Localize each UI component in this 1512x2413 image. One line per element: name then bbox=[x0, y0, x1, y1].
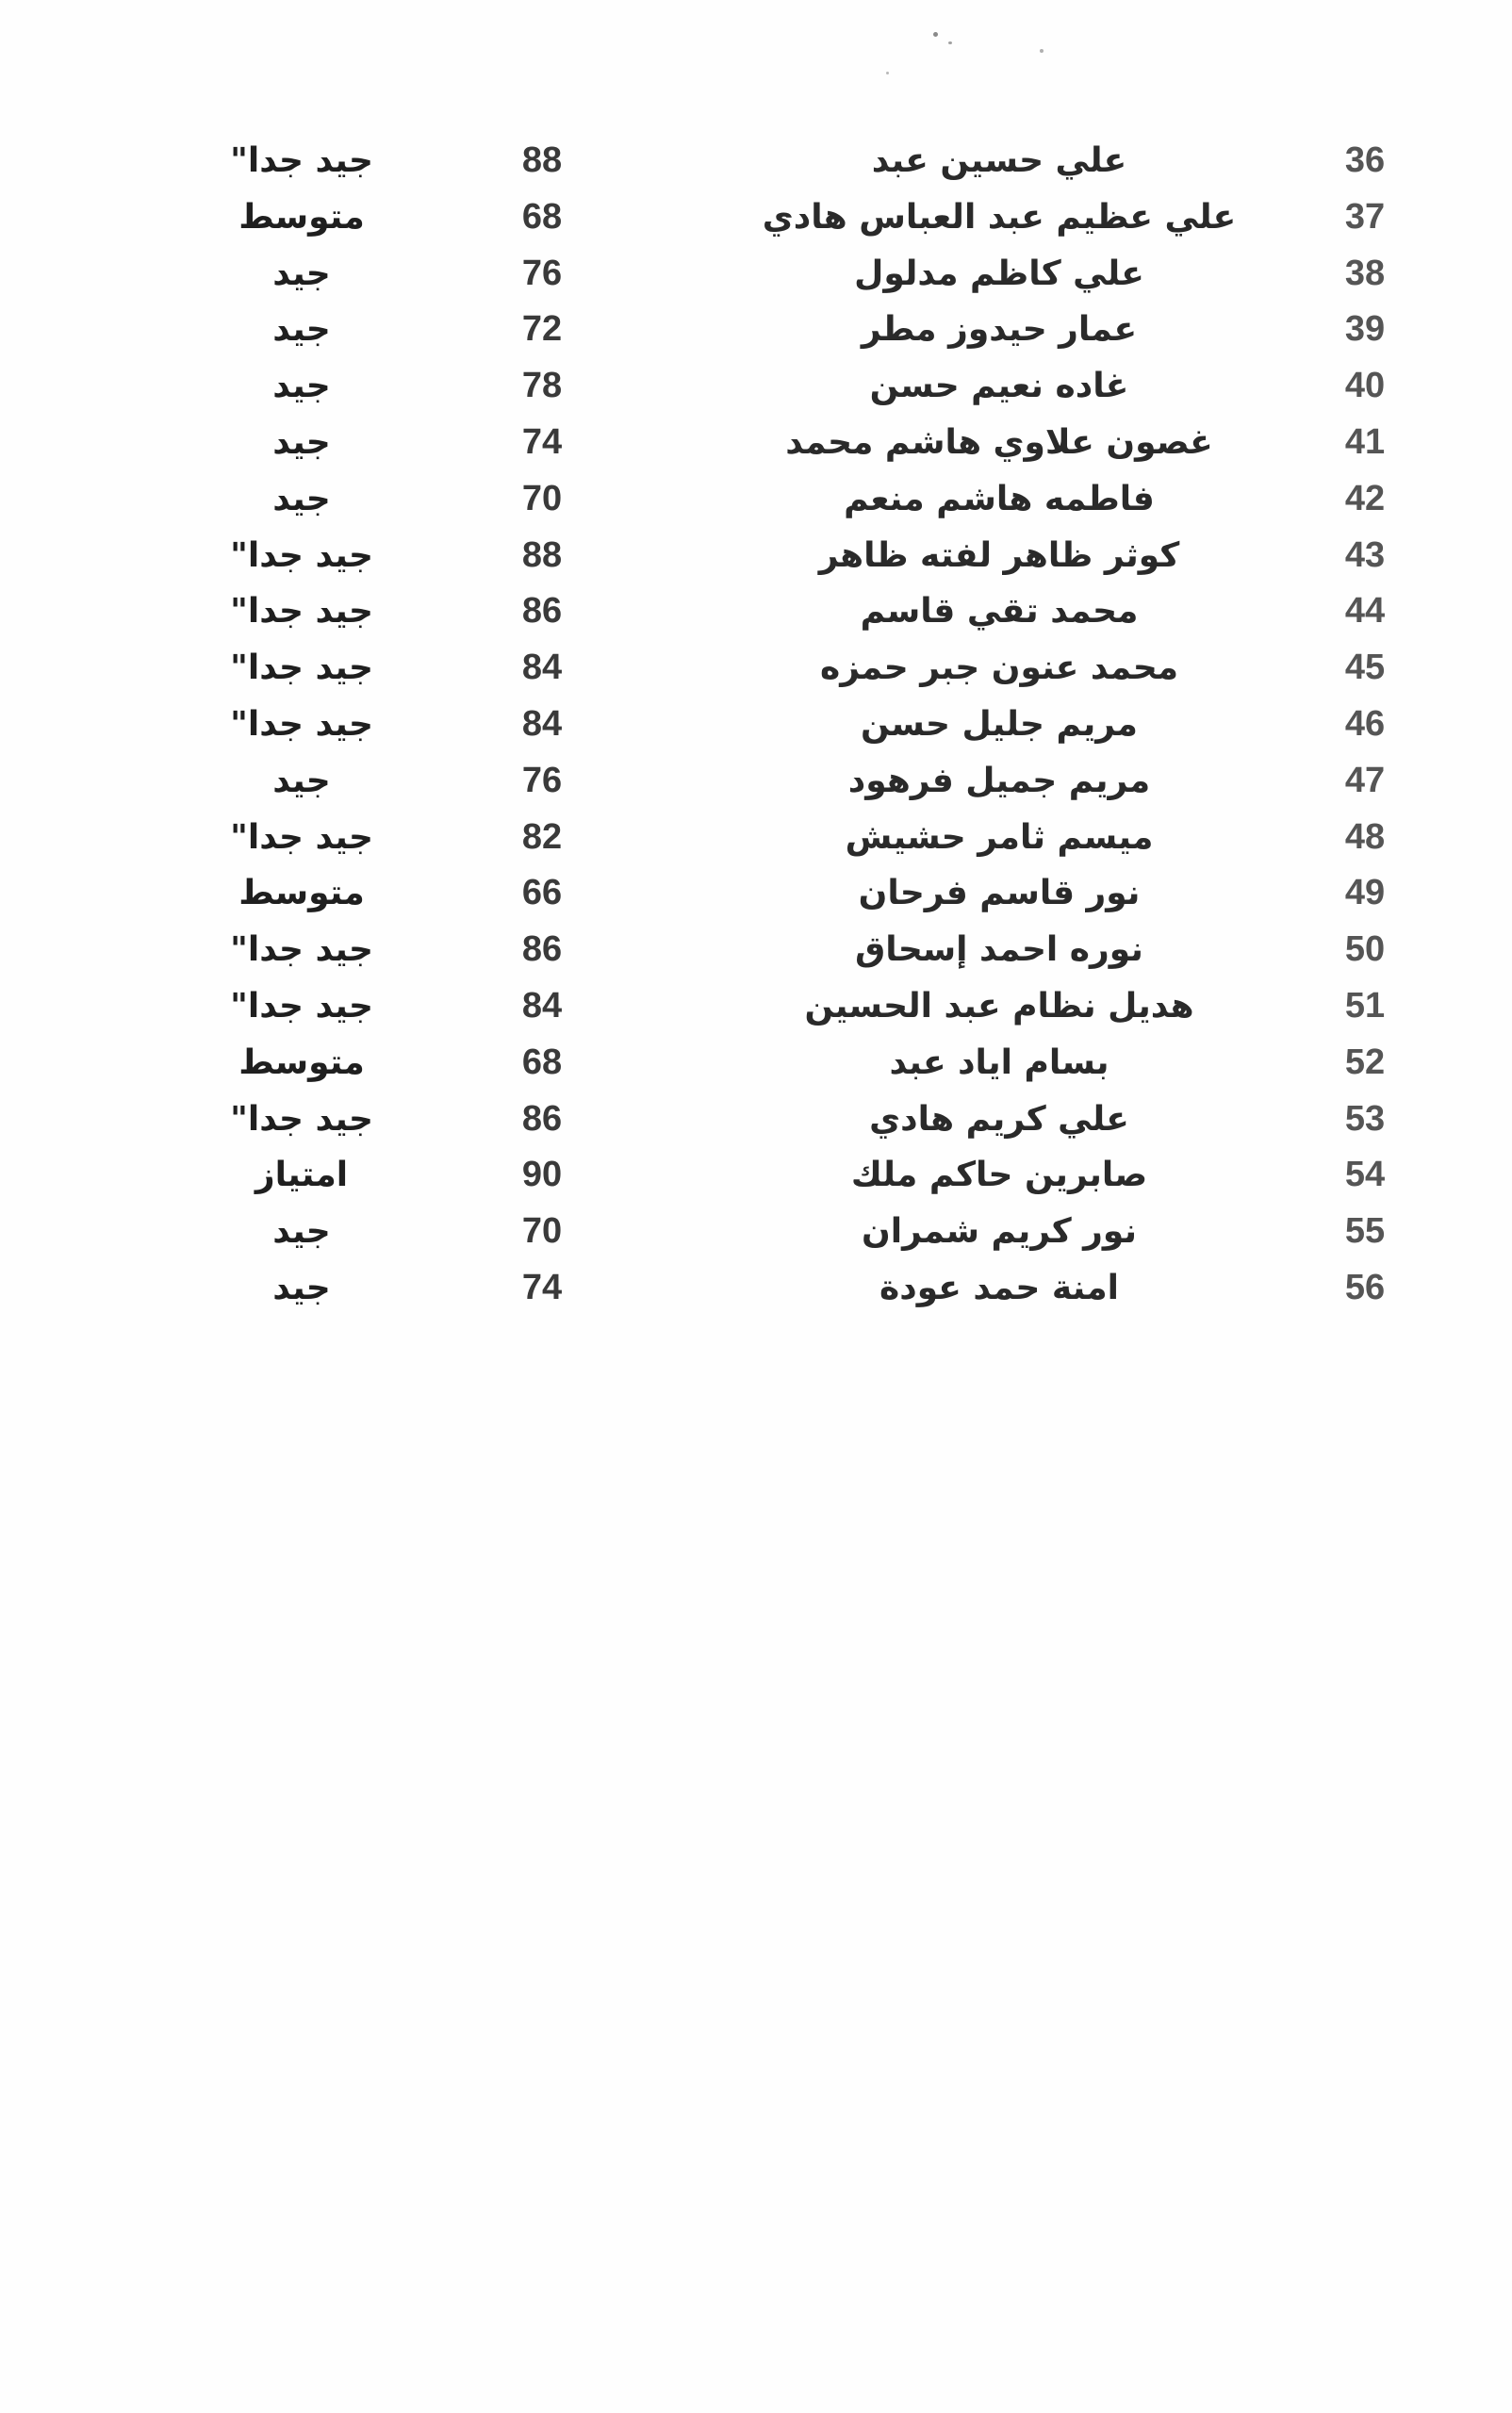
student-mark: 70 bbox=[521, 1211, 563, 1252]
student-name: هديل نظام عبد الحسين bbox=[804, 986, 1194, 1026]
student-grade: جيد جدا" bbox=[230, 817, 373, 857]
student-name: ميسم ثامر حشيش bbox=[845, 817, 1154, 857]
row-number: 36 bbox=[1344, 140, 1386, 180]
scan-speck bbox=[886, 72, 889, 74]
student-row bbox=[0, 583, 1512, 640]
student-row bbox=[0, 753, 1512, 810]
student-grade: جيد bbox=[272, 367, 331, 406]
row-number: 51 bbox=[1344, 985, 1386, 1026]
student-mark: 66 bbox=[521, 873, 563, 913]
student-grade: متوسط bbox=[238, 1042, 365, 1082]
student-row bbox=[0, 865, 1512, 922]
row-number: 44 bbox=[1344, 591, 1386, 632]
student-mark: 84 bbox=[521, 703, 563, 744]
student-grade: جيد جدا" bbox=[230, 704, 373, 744]
student-grade: جيد bbox=[272, 761, 331, 800]
student-row bbox=[0, 810, 1512, 866]
scan-speck bbox=[1040, 49, 1044, 53]
student-name: نوره احمد إسحاق bbox=[855, 930, 1143, 970]
student-name: كوثر ظاهر لفته ظاهر bbox=[818, 535, 1180, 575]
student-grade: جيد جدا" bbox=[230, 1099, 373, 1139]
student-row bbox=[0, 133, 1512, 189]
student-grade: جيد جدا" bbox=[230, 648, 373, 688]
row-number: 39 bbox=[1344, 309, 1386, 350]
student-row bbox=[0, 1147, 1512, 1204]
student-mark: 88 bbox=[521, 534, 563, 575]
student-grade: جيد bbox=[272, 479, 331, 518]
student-grade: جيد جدا" bbox=[230, 141, 373, 180]
student-row bbox=[0, 358, 1512, 415]
student-grade: جيد جدا" bbox=[230, 535, 373, 575]
student-grades-list bbox=[0, 133, 1512, 1317]
row-number: 55 bbox=[1344, 1211, 1386, 1252]
student-name: مريم جليل حسن bbox=[861, 704, 1138, 744]
student-grade: جيد جدا" bbox=[230, 986, 373, 1026]
student-grade: جيد bbox=[272, 1268, 331, 1307]
student-name: نور كريم شمران bbox=[862, 1212, 1137, 1252]
row-number: 37 bbox=[1344, 196, 1386, 237]
student-name: مريم جميل فرهود bbox=[847, 761, 1151, 800]
scan-speck bbox=[933, 32, 938, 37]
student-row bbox=[0, 697, 1512, 753]
student-row bbox=[0, 1092, 1512, 1148]
row-number: 49 bbox=[1344, 873, 1386, 913]
student-name: محمد تقي قاسم bbox=[860, 592, 1139, 632]
row-number: 48 bbox=[1344, 816, 1386, 857]
student-mark: 68 bbox=[521, 196, 563, 237]
student-row bbox=[0, 1260, 1512, 1317]
student-name: بسام اياد عبد bbox=[889, 1042, 1109, 1082]
row-number: 42 bbox=[1344, 478, 1386, 518]
row-number: 46 bbox=[1344, 703, 1386, 744]
student-mark: 90 bbox=[521, 1155, 563, 1195]
student-grade: جيد bbox=[272, 310, 331, 350]
student-row bbox=[0, 189, 1512, 246]
row-number: 56 bbox=[1344, 1267, 1386, 1307]
student-name: علي عظيم عبد العباس هادي bbox=[762, 197, 1237, 237]
student-row bbox=[0, 1204, 1512, 1260]
student-mark: 74 bbox=[521, 421, 563, 462]
student-name: غاده نعيم حسن bbox=[869, 367, 1129, 406]
student-grade: جيد جدا" bbox=[230, 930, 373, 970]
student-mark: 84 bbox=[521, 985, 563, 1026]
student-mark: 74 bbox=[521, 1267, 563, 1307]
student-row bbox=[0, 978, 1512, 1035]
row-number: 54 bbox=[1344, 1155, 1386, 1195]
student-row bbox=[0, 302, 1512, 358]
student-row bbox=[0, 415, 1512, 471]
student-name: نور قاسم فرحان bbox=[858, 874, 1141, 913]
student-mark: 68 bbox=[521, 1042, 563, 1082]
student-mark: 76 bbox=[521, 253, 563, 293]
row-number: 53 bbox=[1344, 1098, 1386, 1139]
student-name: علي كريم هادي bbox=[869, 1099, 1129, 1139]
student-name: علي كاظم مدلول bbox=[854, 254, 1144, 293]
student-mark: 78 bbox=[521, 366, 563, 406]
row-number: 41 bbox=[1344, 421, 1386, 462]
student-mark: 82 bbox=[521, 816, 563, 857]
student-row bbox=[0, 922, 1512, 978]
student-mark: 86 bbox=[521, 591, 563, 632]
row-number: 47 bbox=[1344, 760, 1386, 800]
row-number: 50 bbox=[1344, 929, 1386, 970]
student-mark: 84 bbox=[521, 648, 563, 688]
student-mark: 86 bbox=[521, 1098, 563, 1139]
student-row bbox=[0, 528, 1512, 584]
student-name: فاطمه هاشم منعم bbox=[844, 479, 1155, 518]
student-mark: 72 bbox=[521, 309, 563, 350]
student-name: امنة حمد عودة bbox=[879, 1268, 1119, 1307]
row-number: 45 bbox=[1344, 648, 1386, 688]
student-mark: 86 bbox=[521, 929, 563, 970]
student-row bbox=[0, 1035, 1512, 1092]
row-number: 43 bbox=[1344, 534, 1386, 575]
student-mark: 70 bbox=[521, 478, 563, 518]
student-name: علي حسين عبد bbox=[871, 141, 1127, 180]
student-name: غصون علاوي هاشم محمد bbox=[785, 422, 1213, 462]
student-grade: متوسط bbox=[238, 874, 365, 913]
student-name: صابرين حاكم ملك bbox=[850, 1156, 1148, 1195]
row-number: 38 bbox=[1344, 253, 1386, 293]
student-grade: جيد bbox=[272, 1212, 331, 1252]
student-row bbox=[0, 246, 1512, 303]
student-row bbox=[0, 640, 1512, 697]
student-mark: 76 bbox=[521, 760, 563, 800]
student-grade: جيد جدا" bbox=[230, 592, 373, 632]
scan-speck bbox=[948, 41, 952, 44]
student-grade: متوسط bbox=[238, 197, 365, 237]
row-number: 52 bbox=[1344, 1042, 1386, 1082]
row-number: 40 bbox=[1344, 366, 1386, 406]
student-name: محمد عنون جبر حمزه bbox=[819, 648, 1179, 688]
student-mark: 88 bbox=[521, 140, 563, 180]
student-name: عمار حيدوز مطر bbox=[861, 310, 1138, 350]
student-grade: جيد bbox=[272, 422, 331, 462]
student-row bbox=[0, 471, 1512, 528]
student-grade: جيد bbox=[272, 254, 331, 293]
student-grade: امتياز bbox=[255, 1156, 349, 1195]
